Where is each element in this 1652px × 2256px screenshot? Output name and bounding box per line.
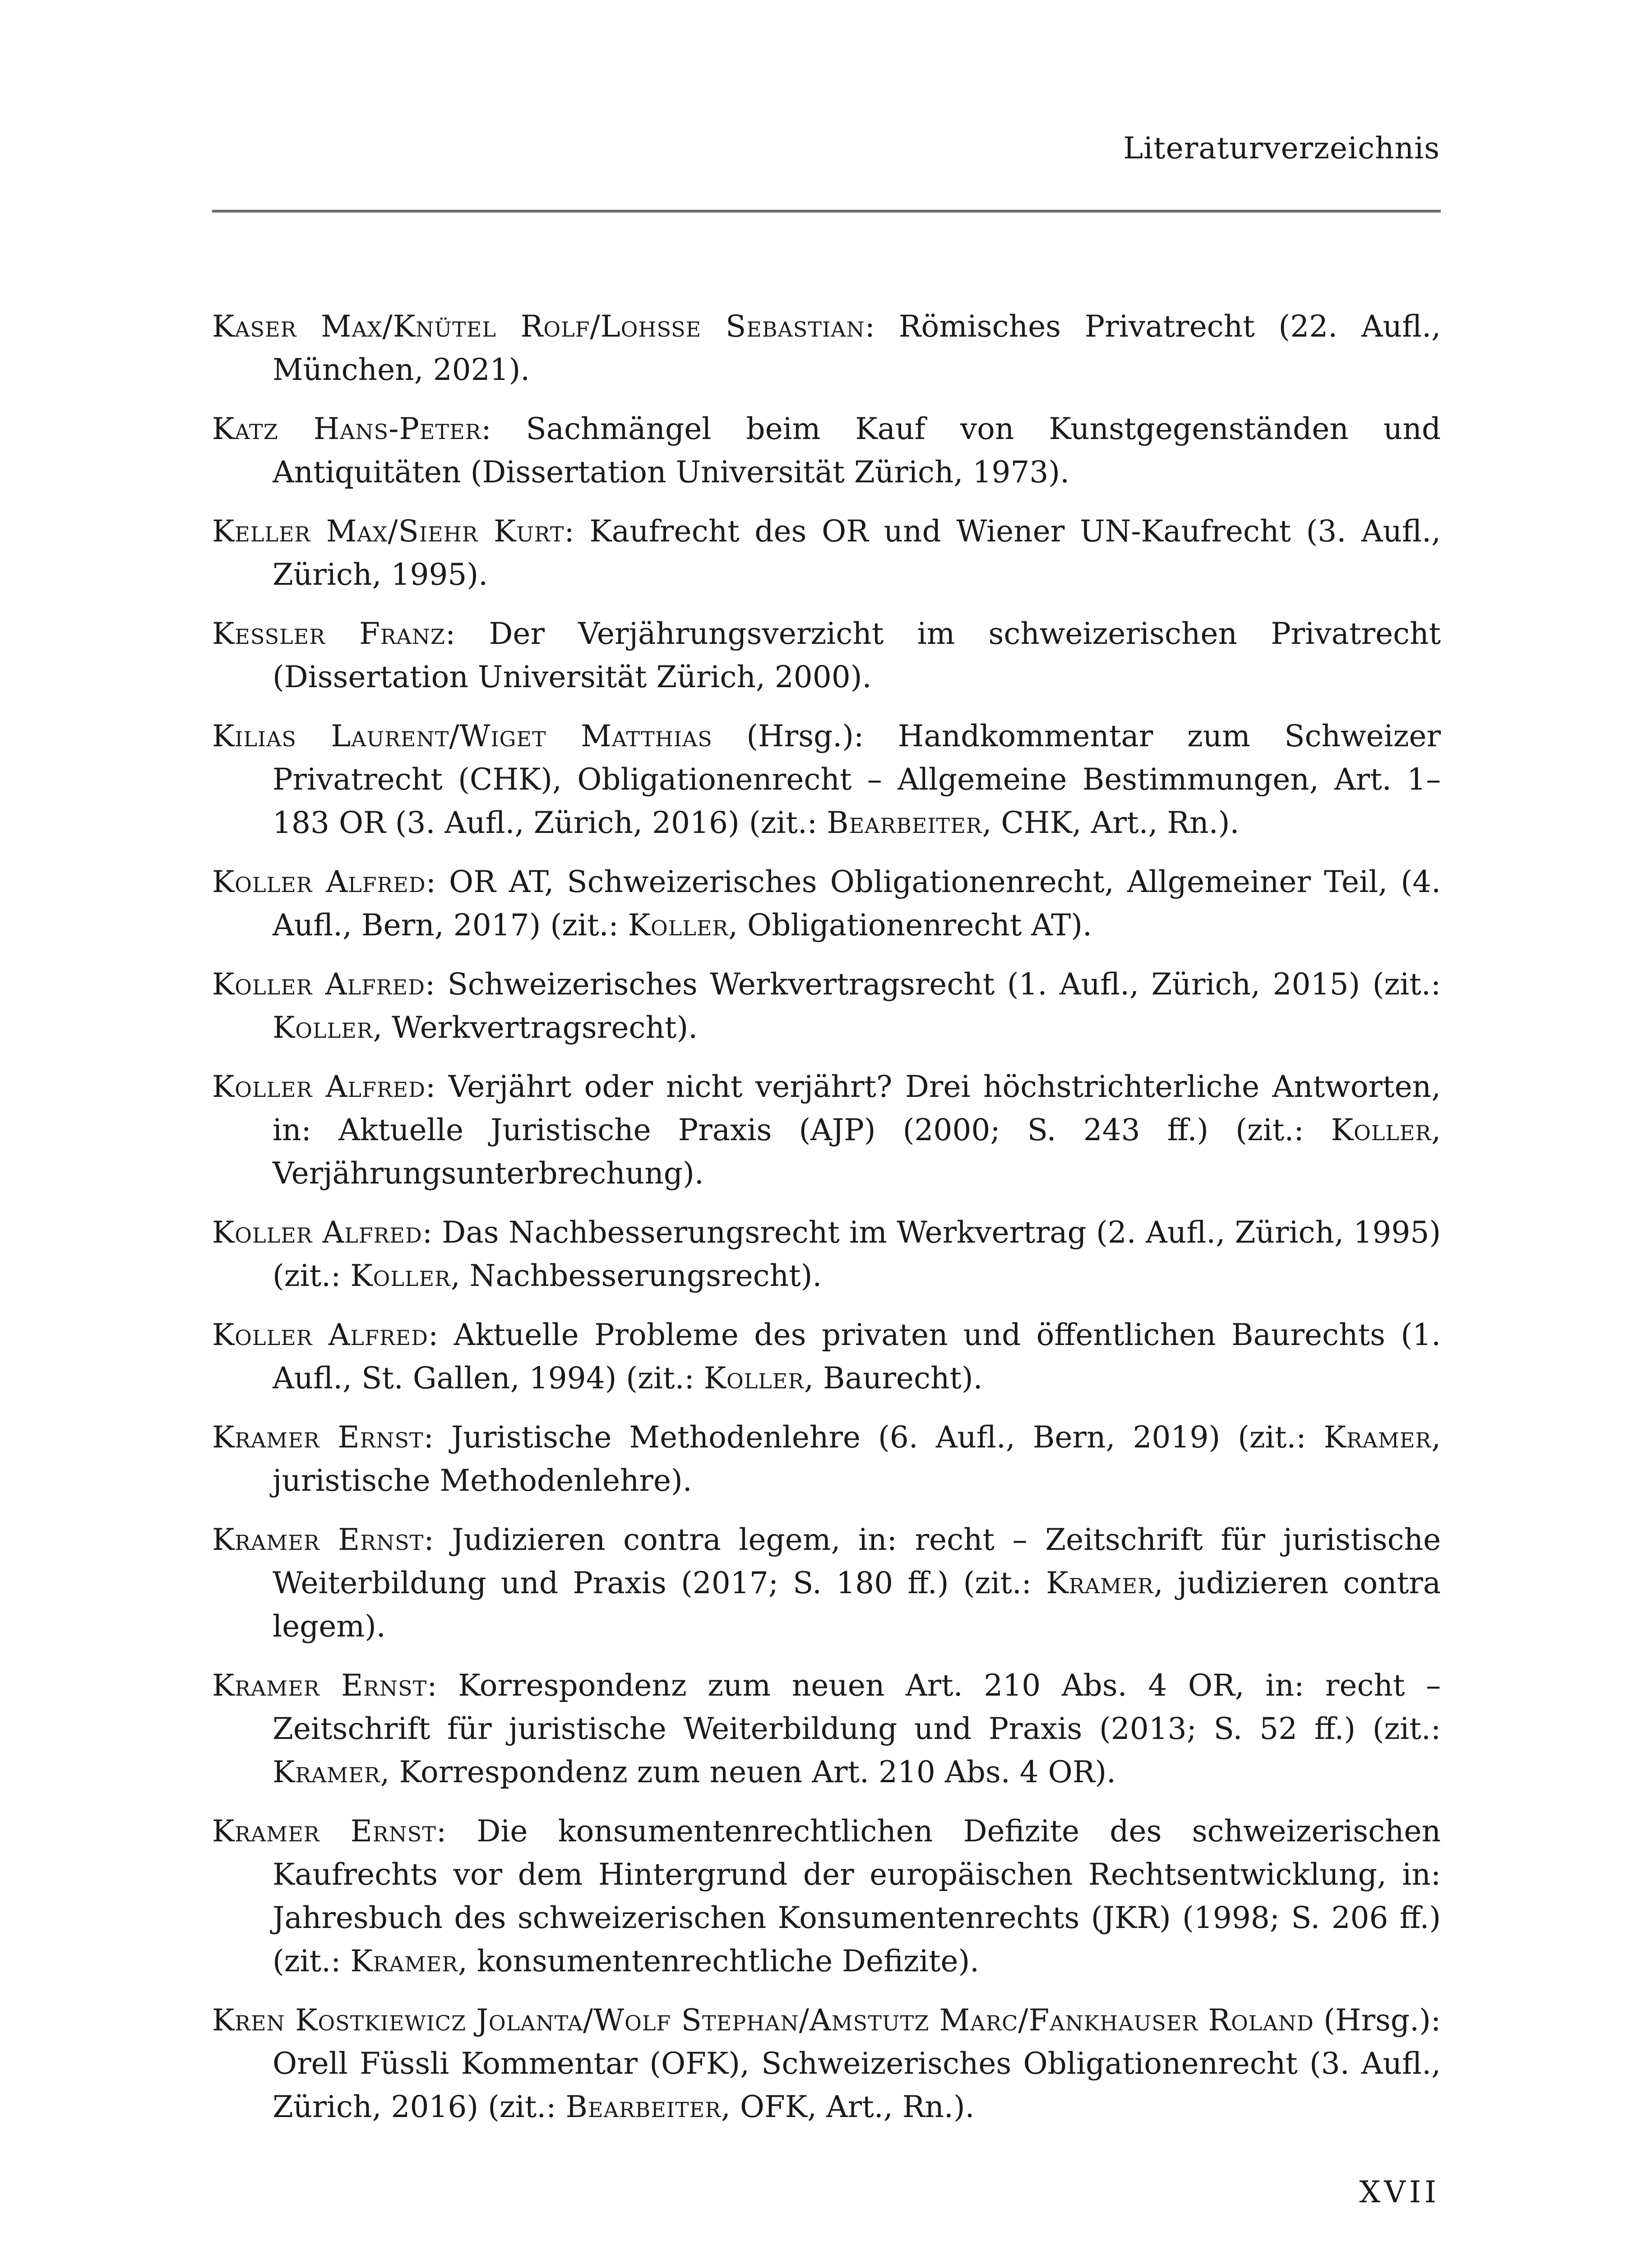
bibliography-entry xyxy=(212,963,1441,1049)
entry-text: (Hrsg.): Orell Füssli Kommentar (OFK), Schweizerisches Obligationenrecht (3. Aufl., Zürich, 2016) (zit.: xyxy=(273,2003,1441,2124)
entry-authors: Kramer Ernst xyxy=(212,1420,424,1455)
entry-text: : Römisches Privatrecht (22. Aufl., München, 2021). xyxy=(273,309,1441,387)
bibliography-entry xyxy=(212,1518,1441,1648)
entry-authors: Kramer Ernst xyxy=(212,1814,436,1849)
citation-short-author: Kramer xyxy=(273,1755,380,1789)
bibliography-entry xyxy=(212,510,1441,596)
bibliography-entry xyxy=(212,1211,1441,1298)
entry-text: : Verjährt oder nicht verjährt? Drei höchstrichterliche Antworten, in: Aktuelle Juristische Praxis (AJP) (2000; S. 243 ff.) (zit.: xyxy=(273,1069,1441,1147)
bibliography-entry xyxy=(212,1999,1441,2129)
entry-text: : Korrespondenz zum neuen Art. 210 Abs. 4 OR, in: recht – Zeitschrift für juristische Weiterbildung und Praxis (2013; S. 52 ff.) (zit.: xyxy=(273,1668,1441,1746)
citation-short-author: Koller xyxy=(350,1258,451,1293)
bibliography-entry xyxy=(212,1810,1441,1983)
entry-authors: Koller Alfred xyxy=(212,1318,428,1352)
citation-short-title: , OFK, Art., Rn.). xyxy=(721,2090,975,2124)
entry-authors: Keller Max/Siehr Kurt xyxy=(212,514,565,549)
bibliography-list xyxy=(212,305,1441,2145)
citation-short-author: Bearbeiter xyxy=(827,805,982,840)
running-head: Literaturverzeichnis xyxy=(1123,131,1440,166)
entry-authors: Kren Kostkiewicz Jolanta/Wolf Stephan/Amstutz Marc/Fankhauser Roland xyxy=(212,2003,1314,2038)
entry-text: : Das Nachbesserungsrecht im Werkvertrag (2. Aufl., Zürich, 1995) (zit.: xyxy=(273,1215,1441,1293)
entry-text: : Aktuelle Probleme des privaten und öffentlichen Baurechts (1. Aufl., St. Gallen, 1994) (zit.: xyxy=(273,1318,1441,1396)
bibliography-entry xyxy=(212,305,1441,392)
entry-text: : Sachmängel beim Kauf von Kunstgegenständen und Antiquitäten (Dissertation Universität Zürich, 1973). xyxy=(273,411,1441,490)
citation-short-title: , CHK, Art., Rn.). xyxy=(982,805,1240,840)
citation-short-author: Kramer xyxy=(1046,1566,1154,1600)
citation-short-author: Koller xyxy=(628,908,729,943)
header-rule xyxy=(212,210,1441,213)
entry-authors: Kilias Laurent/Wiget Matthias xyxy=(212,719,713,754)
bibliography-entry xyxy=(212,1664,1441,1794)
entry-text: : Schweizerisches Werkvertragsrecht (1. Aufl., Zürich, 2015) (zit.: xyxy=(425,967,1441,1002)
entry-text: : Juristische Methodenlehre (6. Aufl., Bern, 2019) (zit.: xyxy=(423,1420,1324,1455)
entry-authors: Kramer Ernst xyxy=(212,1668,427,1703)
bibliography-entry xyxy=(212,1416,1441,1502)
citation-short-author: Koller xyxy=(1331,1113,1432,1147)
entry-authors: Kramer Ernst xyxy=(212,1522,424,1557)
citation-short-title: , Werkvertragsrecht). xyxy=(373,1010,698,1045)
citation-short-title: , juristische Methodenlehre). xyxy=(273,1420,1441,1498)
citation-short-author: Kramer xyxy=(1323,1420,1432,1455)
entry-authors: Kaser Max/Knütel Rolf/Lohsse Sebastian xyxy=(212,309,865,344)
entry-authors: Katz Hans-Peter xyxy=(212,411,481,446)
entry-authors: Kessler Franz xyxy=(212,616,445,651)
citation-short-title: , Korrespondenz zum neuen Art. 210 Abs. 4 OR). xyxy=(380,1755,1116,1789)
bibliography-entry xyxy=(212,715,1441,845)
page-number: XVII xyxy=(1359,2175,1440,2210)
entry-authors: Koller Alfred xyxy=(212,967,425,1002)
entry-text: : Der Verjährungsverzicht im schweizerischen Privatrecht (Dissertation Universität Zürich, 2000). xyxy=(273,616,1441,694)
entry-text: : Judizieren contra legem, in: recht – Zeitschrift für juristische Weiterbildung und Praxis (2017; S. 180 ff.) (zit.: xyxy=(273,1522,1441,1600)
entry-authors: Koller Alfred xyxy=(212,1069,426,1104)
citation-short-title: , Nachbesserungsrecht). xyxy=(450,1258,822,1293)
bibliography-entry xyxy=(212,612,1441,699)
entry-text: (Hrsg.): Handkommentar zum Schweizer Privatrecht (CHK), Obligationenrecht – Allgemeine Bestimmungen, Art. 1–183 OR (3. Aufl., Zürich, 2016) (zit.: xyxy=(273,719,1441,840)
bibliography-entry xyxy=(212,1313,1441,1400)
citation-short-author: Koller xyxy=(273,1010,373,1045)
citation-short-author: Bearbeiter xyxy=(565,2090,721,2124)
entry-authors: Koller Alfred xyxy=(212,864,426,899)
citation-short-title: , Baurecht). xyxy=(804,1361,983,1396)
entry-text: : OR AT, Schweizerisches Obligationenrecht, Allgemeiner Teil, (4. Aufl., Bern, 2017) (zit.: xyxy=(273,864,1441,943)
citation-short-title: , judizieren contra legem). xyxy=(273,1566,1441,1644)
entry-authors: Koller Alfred xyxy=(212,1215,422,1250)
citation-short-title: , Obligationenrecht AT). xyxy=(728,908,1092,943)
bibliography-entry xyxy=(212,407,1441,494)
bibliography-entry xyxy=(212,860,1441,947)
bibliography-entry xyxy=(212,1065,1441,1195)
entry-text: : Die konsumentenrechtlichen Defizite des schweizerischen Kaufrechts vor dem Hintergrund der europäischen Rechtsentwicklung, in: Jahresbuch des schweizerischen Konsumentenrechts (JKR) (1998; S. 206 ff.) (zit.: xyxy=(273,1814,1441,1979)
citation-short-author: Kramer xyxy=(350,1944,458,1979)
citation-short-title: , konsumentenrechtliche Defizite). xyxy=(458,1944,980,1979)
entry-text: : Kaufrecht des OR und Wiener UN-Kaufrecht (3. Aufl., Zürich, 1995). xyxy=(273,514,1441,592)
citation-short-title: , Verjährungsunterbrechung). xyxy=(273,1113,1441,1191)
citation-short-author: Koller xyxy=(703,1361,805,1396)
